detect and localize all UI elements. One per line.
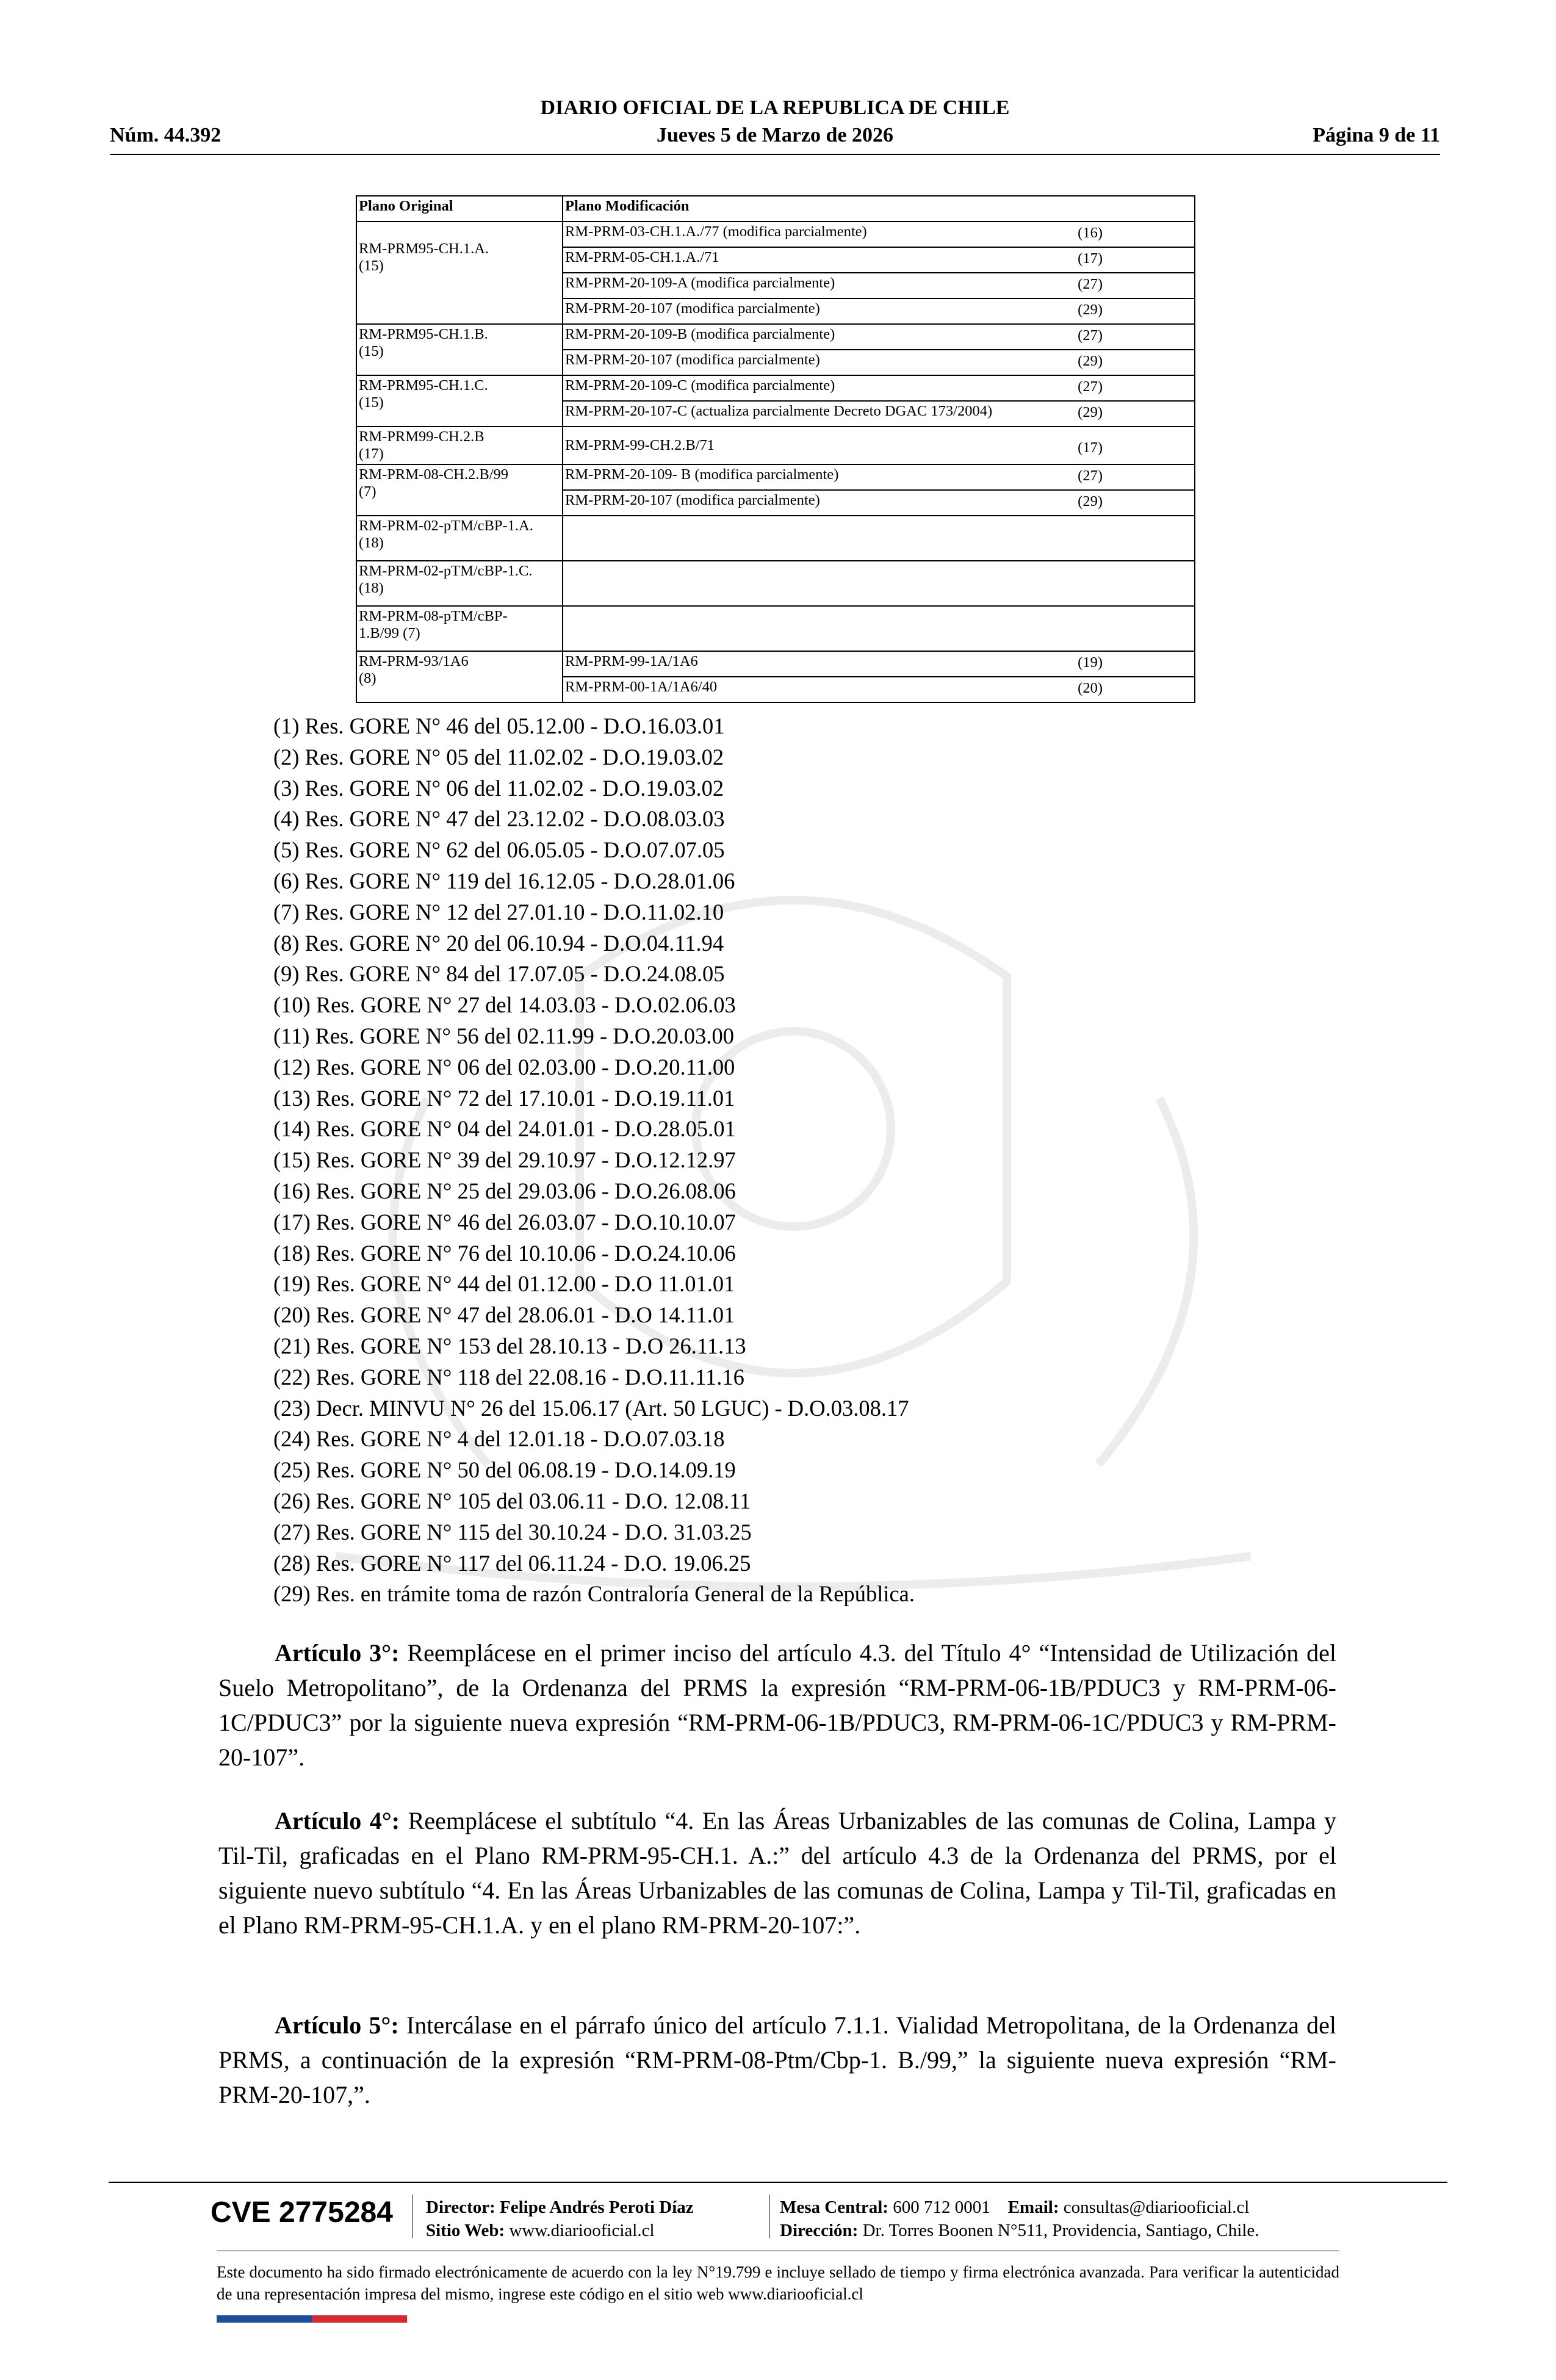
modification-cell bbox=[563, 350, 1195, 375]
page-header bbox=[110, 0, 1440, 159]
footnote: (24) Res. GORE N° 4 del 12.01.18 - D.O.07.03.18 bbox=[273, 1426, 725, 1452]
footnote: (7) Res. GORE N° 12 del 27.01.10 - D.O.11.02.10 bbox=[273, 899, 724, 925]
table-row bbox=[356, 324, 1195, 350]
footer-separator bbox=[412, 2194, 413, 2238]
original-plan: RM-PRM95-CH.1.A. bbox=[359, 240, 489, 257]
central-label: Mesa Central: bbox=[780, 2198, 888, 2217]
address-label: Dirección: bbox=[780, 2221, 859, 2240]
original-plan: RM-PRM-93/1A6 bbox=[359, 653, 469, 669]
footnote: (19) Res. GORE N° 44 del 01.12.00 - D.O 11.01.01 bbox=[273, 1271, 735, 1297]
footnote: (26) Res. GORE N° 105 del 03.06.11 - D.O. 12.08.11 bbox=[273, 1488, 751, 1513]
original-plan-cell bbox=[356, 427, 563, 464]
empty-modification-cell bbox=[563, 516, 1195, 561]
original-plan-cell bbox=[356, 464, 563, 516]
modification-plan: RM-PRM-99-CH.2.B/71 bbox=[565, 437, 715, 453]
empty-modification-cell bbox=[563, 561, 1195, 606]
web-label: Sitio Web: bbox=[426, 2221, 505, 2240]
original-plan: RM-PRM99-CH.2.B bbox=[359, 428, 484, 445]
modification-plan: RM-PRM-99-1A/1A6 bbox=[565, 653, 698, 669]
cve-code: CVE 2775284 bbox=[211, 2196, 393, 2229]
footnote: (16) Res. GORE N° 25 del 29.03.06 - D.O.26.08.06 bbox=[273, 1178, 736, 1203]
footer-director-block bbox=[426, 2196, 694, 2242]
original-plan-cell bbox=[356, 222, 563, 324]
modification-ref: (17) bbox=[1078, 439, 1103, 456]
footnote: (14) Res. GORE N° 04 del 24.01.01 - D.O.28.05.01 bbox=[273, 1116, 736, 1142]
email-link[interactable]: consultas@diariooficial.cl bbox=[1063, 2198, 1250, 2217]
original-plan-ref: (7) bbox=[359, 483, 376, 500]
modification-plan: RM-PRM-20-109-A (modifica parcialmente) bbox=[565, 275, 835, 291]
modification-ref: (27) bbox=[1078, 467, 1103, 484]
original-plan-ref: (15) bbox=[359, 394, 384, 411]
footnote: (27) Res. GORE N° 115 del 30.10.24 - D.O. 31.03.25 bbox=[273, 1519, 752, 1545]
address-text: Dr. Torres Boonen N°511, Providencia, Santiago, Chile. bbox=[862, 2221, 1259, 2240]
footnote: (6) Res. GORE N° 119 del 16.12.05 - D.O.28.01.06 bbox=[273, 868, 735, 893]
legal-notice: Este documento ha sido firmado electrónicamente de acuerdo con la ley N°19.799 e incluye sellado de tiempo y firma electrónica avanzada. Para verificar la autenticidad de una representación impresa del mismo, ingrese este código en el sitio web www.diariooficial.cl bbox=[217, 2263, 1339, 2303]
issue-date: Jueves 5 de Marzo de 2026 bbox=[656, 124, 894, 146]
modification-cell bbox=[563, 324, 1195, 350]
modification-cell bbox=[563, 401, 1195, 427]
footnote: (29) Res. en trámite toma de razón Contraloría General de la República. bbox=[273, 1581, 915, 1607]
footnote: (28) Res. GORE N° 117 del 06.11.24 - D.O. 19.06.25 bbox=[273, 1550, 751, 1576]
original-plan: RM-PRM95-CH.1.B. bbox=[359, 326, 488, 342]
original-plan-ref: (15) bbox=[359, 343, 384, 359]
footnote: (15) Res. GORE N° 39 del 29.10.97 - D.O.12.12.97 bbox=[273, 1147, 736, 1173]
footnote: (4) Res. GORE N° 47 del 23.12.02 - D.O.08.03.03 bbox=[273, 806, 725, 832]
modification-cell bbox=[563, 298, 1195, 324]
table-header-row bbox=[356, 196, 1195, 222]
modification-plan: RM-PRM-20-109- B (modifica parcialmente) bbox=[565, 466, 839, 483]
director-label: Director: bbox=[426, 2198, 495, 2217]
modification-ref: (27) bbox=[1078, 378, 1103, 395]
modification-ref: (29) bbox=[1078, 353, 1103, 369]
column-header-original: Plano Original bbox=[356, 196, 563, 222]
empty-modification-cell bbox=[563, 606, 1195, 651]
footnote: (8) Res. GORE N° 20 del 06.10.94 - D.O.04.11.94 bbox=[273, 930, 724, 956]
modification-cell bbox=[563, 464, 1195, 490]
article-4-title: Artículo 4°: bbox=[275, 1807, 400, 1834]
footer-separator bbox=[769, 2194, 770, 2238]
article-3-text: Reemplácese en el primer inciso del artículo 4.3. del Título 4° “Intensidad de Utilización del Suelo Metropolitano”, de la Ordenanza del PRMS la expresión “RM-PRM-06-1B/PDUC3 y RM-PRM-06-1C/PDUC3” por la siguiente nueva expresión “RM-PRM-06-1B/PDUC3, RM-PRM-06-1C/PDUC3 y RM-PRM-20-107”. bbox=[218, 1639, 1337, 1771]
footnote: (21) Res. GORE N° 153 del 28.10.13 - D.O 26.11.13 bbox=[273, 1333, 746, 1358]
article-4 bbox=[218, 1803, 1336, 1942]
article-3-title: Artículo 3°: bbox=[275, 1639, 400, 1667]
modification-plan: RM-PRM-00-1A/1A6/40 bbox=[565, 679, 718, 695]
color-bar-segment bbox=[359, 2315, 407, 2323]
modification-cell bbox=[563, 222, 1195, 247]
modification-cell bbox=[563, 490, 1195, 516]
modification-ref: (16) bbox=[1078, 225, 1103, 241]
modification-ref: (19) bbox=[1078, 654, 1103, 671]
original-plan-cell bbox=[356, 324, 563, 375]
article-4-text: Reemplácese el subtítulo “4. En las Áreas Urbanizables de las comunas de Colina, Lampa y Til-Til, graficadas en el Plano RM-PRM-95-CH.1. A.:” del artículo 4.3 de la Ordenanza del PRMS, por el siguiente nuevo subtítulo “4. En las Áreas Urbanizables de las comunas de Colina, Lampa y Til-Til, graficadas en el Plano RM-PRM-95-CH.1.A. y en el plano RM-PRM-20-107:”. bbox=[218, 1807, 1336, 1939]
original-plan: RM-PRM-02-pTM/cBP-1.C. bbox=[359, 563, 533, 579]
modification-ref: (29) bbox=[1078, 301, 1103, 318]
original-plan-cell bbox=[356, 516, 563, 561]
footnote: (20) Res. GORE N° 47 del 28.06.01 - D.O 14.11.01 bbox=[273, 1302, 735, 1328]
original-plan-cell bbox=[356, 651, 563, 702]
article-5-text: Intercálase en el párrafo único del artículo 7.1.1. Vialidad Metropolitana, de la Ordenanza del PRMS, a continuación de la expresión “RM-PRM-08-Ptm/Cbp-1. B./99,” la siguiente nueva expresión “RM-PRM-20-107,”. bbox=[218, 2011, 1336, 2108]
original-plan-ref: (17) bbox=[359, 445, 384, 462]
modification-cell bbox=[563, 247, 1195, 273]
original-plan: RM-PRM-02-pTM/cBP-1.A. bbox=[359, 517, 533, 534]
page-number: Página 9 de 11 bbox=[1313, 124, 1440, 146]
modification-plan: RM-PRM-20-107 (modifica parcialmente) bbox=[565, 352, 820, 368]
modification-ref: (29) bbox=[1078, 493, 1103, 510]
color-bar-segment bbox=[312, 2315, 359, 2323]
table-row bbox=[356, 375, 1195, 401]
footnote: (10) Res. GORE N° 27 del 14.03.03 - D.O.02.06.03 bbox=[273, 992, 736, 1018]
modification-cell bbox=[563, 677, 1195, 702]
table-row bbox=[356, 561, 1195, 606]
newspaper-title: DIARIO OFICIAL DE LA REPUBLICA DE CHILE bbox=[540, 96, 1010, 119]
modification-plan: RM-PRM-20-107 (modifica parcialmente) bbox=[565, 300, 820, 317]
modification-cell bbox=[563, 273, 1195, 298]
footnote: (17) Res. GORE N° 46 del 26.03.07 - D.O.10.10.07 bbox=[273, 1209, 736, 1235]
modification-ref: (27) bbox=[1078, 327, 1103, 344]
table-row bbox=[356, 651, 1195, 677]
original-plan-ref: 1.B/99 (7) bbox=[359, 625, 420, 641]
color-bar-segment bbox=[264, 2315, 312, 2323]
modification-plan: RM-PRM-05-CH.1.A./71 bbox=[565, 249, 719, 265]
modification-cell bbox=[563, 375, 1195, 401]
original-plan-ref: (8) bbox=[359, 670, 376, 687]
footnote: (5) Res. GORE N° 62 del 06.05.05 - D.O.07.07.05 bbox=[273, 837, 725, 863]
table-row bbox=[356, 464, 1195, 490]
modification-cell bbox=[563, 651, 1195, 677]
issue-number: Núm. 44.392 bbox=[110, 124, 222, 146]
central-phone: 600 712 0001 bbox=[893, 2198, 990, 2217]
footer-color-bar bbox=[217, 2315, 407, 2323]
modification-ref: (27) bbox=[1078, 276, 1103, 292]
footnote: (13) Res. GORE N° 72 del 17.10.01 - D.O.19.11.01 bbox=[273, 1085, 735, 1111]
footnote: (12) Res. GORE N° 06 del 02.03.00 - D.O.20.11.00 bbox=[273, 1054, 735, 1080]
article-5 bbox=[218, 2008, 1336, 2112]
email-label: Email: bbox=[1007, 2198, 1059, 2217]
original-plan-ref: (18) bbox=[359, 580, 384, 596]
table-row bbox=[356, 222, 1195, 247]
footnotes-list bbox=[273, 711, 915, 1610]
planos-table bbox=[356, 195, 1195, 703]
table-row bbox=[356, 516, 1195, 561]
original-plan-ref: (15) bbox=[359, 258, 384, 274]
modification-plan: RM-PRM-20-109-C (modifica parcialmente) bbox=[565, 377, 835, 394]
original-plan: RM-PRM95-CH.1.C. bbox=[359, 377, 488, 394]
original-plan-cell bbox=[356, 375, 563, 427]
table-row bbox=[356, 606, 1195, 651]
modification-plan: RM-PRM-20-109-B (modifica parcialmente) bbox=[565, 326, 835, 342]
modification-plan: RM-PRM-20-107-C (actualiza parcialmente Decreto DGAC 173/2004) bbox=[565, 403, 993, 419]
article-5-title: Artículo 5°: bbox=[275, 2011, 399, 2039]
table-row bbox=[356, 427, 1195, 464]
web-link[interactable]: www.diariooficial.cl bbox=[509, 2221, 655, 2240]
footnote: (22) Res. GORE N° 118 del 22.08.16 - D.O.11.11.16 bbox=[273, 1364, 744, 1390]
modification-ref: (20) bbox=[1078, 680, 1103, 696]
modification-ref: (17) bbox=[1078, 250, 1103, 267]
footnote: (2) Res. GORE N° 05 del 11.02.02 - D.O.19.03.02 bbox=[273, 744, 724, 770]
footnote: (11) Res. GORE N° 56 del 02.11.99 - D.O.20.03.00 bbox=[273, 1023, 735, 1048]
original-plan-cell bbox=[356, 606, 563, 651]
original-plan: RM-PRM-08-CH.2.B/99 bbox=[359, 466, 509, 483]
color-bar-segment bbox=[217, 2315, 264, 2323]
director-name: Felipe Andrés Peroti Díaz bbox=[500, 2198, 694, 2217]
modification-ref: (29) bbox=[1078, 404, 1103, 420]
footnote: (1) Res. GORE N° 46 del 05.12.00 - D.O.16.03.01 bbox=[273, 713, 725, 738]
footer-contact-block bbox=[780, 2196, 1259, 2242]
article-3 bbox=[218, 1635, 1336, 1775]
footnote: (25) Res. GORE N° 50 del 06.08.19 - D.O.14.09.19 bbox=[273, 1457, 736, 1483]
original-plan-ref: (18) bbox=[359, 535, 384, 551]
original-plan-cell bbox=[356, 561, 563, 606]
footnote: (23) Decr. MINVU N° 26 del 15.06.17 (Art. 50 LGUC) - D.O.03.08.17 bbox=[273, 1395, 909, 1421]
modification-cell bbox=[563, 427, 1195, 464]
original-plan: RM-PRM-08-pTM/cBP- bbox=[359, 608, 508, 624]
modification-plan: RM-PRM-20-107 (modifica parcialmente) bbox=[565, 492, 820, 508]
footnote: (3) Res. GORE N° 06 del 11.02.02 - D.O.19.03.02 bbox=[273, 775, 724, 801]
column-header-modification: Plano Modificación bbox=[563, 196, 1195, 222]
header-divider bbox=[110, 154, 1440, 155]
footnote: (9) Res. GORE N° 84 del 17.07.05 - D.O.24.08.05 bbox=[273, 961, 725, 987]
modification-plan: RM-PRM-03-CH.1.A./77 (modifica parcialmente) bbox=[565, 223, 867, 240]
footnote: (18) Res. GORE N° 76 del 10.10.06 - D.O.24.10.06 bbox=[273, 1240, 736, 1266]
footer-divider bbox=[109, 2182, 1447, 2183]
